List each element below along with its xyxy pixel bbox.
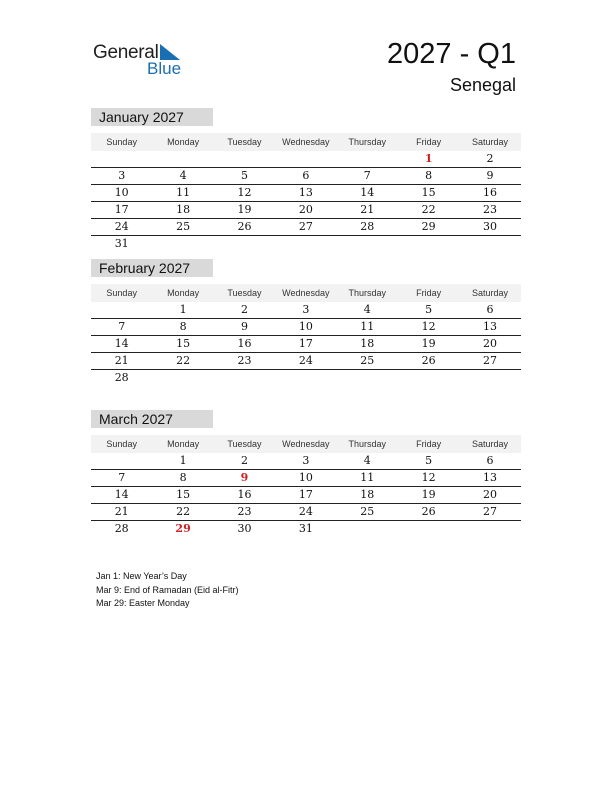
day-cell: 6: [486, 454, 494, 467]
day-cell: 27: [483, 505, 498, 518]
day-cell: [398, 370, 459, 386]
day-cell: 12: [421, 320, 436, 333]
weekday-header: Thursday: [348, 439, 387, 449]
holiday-note: Jan 1: New Year’s Day: [96, 571, 187, 581]
day-cell: [152, 236, 213, 252]
day-cell: 24: [298, 354, 313, 367]
day-cell: 3: [118, 169, 126, 182]
day-cell: 26: [421, 354, 436, 367]
day-cell: 29: [421, 220, 436, 233]
day-cell: 17: [298, 337, 313, 350]
day-cell: 24: [298, 505, 313, 518]
week-row: [91, 470, 521, 487]
day-cell: 5: [240, 169, 248, 182]
day-cell: 24: [114, 220, 129, 233]
day-cell: 27: [298, 220, 313, 233]
month-calendar: [91, 108, 521, 252]
day-cell: 2: [240, 303, 248, 316]
week-row: [91, 319, 521, 336]
month-calendar: [91, 410, 521, 537]
week-row: [91, 353, 521, 370]
day-cell: 10: [114, 186, 129, 199]
week-row: [91, 487, 521, 504]
day-cell: 10: [298, 320, 313, 333]
day-cell: 21: [114, 354, 129, 367]
weekday-header: Wednesday: [282, 288, 330, 298]
day-cell: 23: [483, 203, 498, 216]
day-cell: 6: [302, 169, 310, 182]
day-cell: 9: [240, 320, 248, 333]
day-cell: 8: [425, 169, 433, 182]
day-cell: [91, 453, 152, 469]
day-cell: 7: [363, 169, 371, 182]
day-cell: [275, 370, 336, 386]
day-cell: 30: [483, 220, 498, 233]
day-cell: [275, 236, 336, 252]
logo-blue-text: Blue: [147, 59, 182, 78]
day-cell: 15: [176, 488, 191, 501]
weekday-header-row: [91, 133, 521, 151]
week-row: [91, 151, 521, 168]
day-cell: 13: [483, 471, 498, 484]
day-cell: 20: [483, 337, 498, 350]
holiday-day-cell: 1: [424, 152, 433, 165]
weekday-header: Monday: [167, 137, 200, 147]
weekday-header: Sunday: [106, 288, 137, 298]
day-cell: 4: [179, 169, 187, 182]
day-cell: 3: [302, 454, 310, 467]
day-cell: 21: [114, 505, 129, 518]
day-cell: [91, 302, 152, 318]
weekday-header-row: [91, 435, 521, 453]
day-cell: [214, 370, 275, 386]
day-cell: 13: [483, 320, 498, 333]
day-cell: 7: [118, 320, 126, 333]
day-cell: 1: [179, 454, 187, 467]
day-cell: 31: [114, 237, 129, 250]
week-row: [91, 370, 521, 386]
day-cell: 14: [360, 186, 375, 199]
day-cell: 16: [237, 337, 252, 350]
day-cell: 2: [486, 152, 494, 165]
day-cell: 9: [486, 169, 494, 182]
weekday-header: Wednesday: [282, 439, 330, 449]
week-row: [91, 219, 521, 236]
day-cell: 21: [360, 203, 375, 216]
day-cell: [459, 236, 520, 252]
week-row: [91, 504, 521, 521]
month-calendar: [91, 259, 521, 386]
day-cell: [398, 236, 459, 252]
country-name: Senegal: [449, 75, 516, 95]
day-cell: 26: [421, 505, 436, 518]
holiday-notes: [96, 570, 239, 611]
day-cell: [337, 370, 398, 386]
day-cell: 23: [237, 354, 252, 367]
day-cell: 14: [114, 337, 129, 350]
day-cell: 3: [302, 303, 310, 316]
day-cell: 31: [298, 522, 313, 535]
day-cell: 22: [176, 354, 191, 367]
day-cell: 12: [421, 471, 436, 484]
day-cell: 17: [114, 203, 129, 216]
week-row: [91, 521, 521, 537]
weekday-header: Saturday: [472, 288, 509, 298]
weekday-header: Saturday: [472, 137, 509, 147]
weekday-header: Tuesday: [227, 288, 262, 298]
day-cell: 19: [421, 337, 436, 350]
day-cell: 5: [425, 454, 433, 467]
day-cell: [398, 521, 459, 537]
day-cell: 10: [298, 471, 313, 484]
day-cell: 28: [114, 522, 129, 535]
day-cell: 1: [179, 303, 187, 316]
day-cell: 12: [237, 186, 252, 199]
day-cell: 19: [421, 488, 436, 501]
logo-flag-icon: [160, 44, 180, 60]
weekday-header: Friday: [416, 288, 442, 298]
day-cell: 11: [360, 471, 375, 484]
week-row: [91, 236, 521, 252]
day-cell: 22: [421, 203, 436, 216]
weekday-header: Tuesday: [227, 137, 262, 147]
weekday-header: Monday: [167, 439, 200, 449]
logo-general-text: General: [93, 42, 159, 63]
day-cell: [275, 151, 336, 167]
day-cell: 6: [486, 303, 494, 316]
day-cell: 4: [363, 303, 371, 316]
weekday-header: Thursday: [348, 137, 387, 147]
day-cell: [337, 236, 398, 252]
day-cell: 22: [176, 505, 191, 518]
month-label: January 2027: [91, 108, 213, 126]
day-cell: 17: [298, 488, 313, 501]
week-row: [91, 168, 521, 185]
weekday-header: Wednesday: [282, 137, 330, 147]
weekday-header: Sunday: [106, 137, 137, 147]
week-row: [91, 202, 521, 219]
logo: [93, 40, 193, 80]
month-label: February 2027: [91, 259, 213, 277]
day-cell: 13: [298, 186, 313, 199]
day-cell: 18: [360, 488, 375, 501]
day-cell: 19: [237, 203, 252, 216]
day-cell: 20: [483, 488, 498, 501]
day-cell: 25: [176, 220, 191, 233]
day-cell: 30: [237, 522, 252, 535]
holiday-note: Mar 29: Easter Monday: [96, 598, 190, 608]
weekday-header: Friday: [416, 439, 442, 449]
holiday-note: Mar 9: End of Ramadan (Eid al-Fitr): [96, 584, 239, 595]
day-cell: 16: [483, 186, 498, 199]
week-row: [91, 336, 521, 353]
day-cell: 16: [237, 488, 252, 501]
day-cell: 18: [176, 203, 191, 216]
day-cell: 26: [237, 220, 252, 233]
day-cell: [459, 521, 520, 537]
week-row: [91, 185, 521, 202]
week-row: [91, 302, 521, 319]
day-cell: 25: [360, 505, 375, 518]
page-title: 2027 - Q1: [387, 38, 516, 70]
day-cell: [91, 151, 152, 167]
day-cell: 11: [360, 320, 375, 333]
day-cell: 14: [114, 488, 129, 501]
day-cell: 2: [240, 454, 248, 467]
day-cell: 23: [237, 505, 252, 518]
weekday-header: Thursday: [348, 288, 387, 298]
day-cell: 7: [118, 471, 126, 484]
month-label: March 2027: [91, 410, 213, 428]
day-cell: [152, 151, 213, 167]
weekday-header: Monday: [167, 288, 200, 298]
day-cell: 8: [179, 471, 187, 484]
day-cell: [214, 236, 275, 252]
holiday-day-cell: 29: [175, 522, 191, 535]
weekday-header: Tuesday: [227, 439, 262, 449]
day-cell: [337, 521, 398, 537]
weekday-header: Sunday: [106, 439, 137, 449]
day-cell: [459, 370, 520, 386]
day-cell: [152, 370, 213, 386]
day-cell: 28: [360, 220, 375, 233]
day-cell: 18: [360, 337, 375, 350]
day-cell: 5: [425, 303, 433, 316]
weekday-header: Saturday: [472, 439, 509, 449]
day-cell: 8: [179, 320, 187, 333]
week-row: [91, 453, 521, 470]
day-cell: 20: [298, 203, 313, 216]
holiday-day-cell: 9: [240, 471, 249, 484]
day-cell: [214, 151, 275, 167]
day-cell: 15: [421, 186, 436, 199]
day-cell: 4: [363, 454, 371, 467]
weekday-header: Friday: [416, 137, 442, 147]
day-cell: [337, 151, 398, 167]
weekday-header-row: [91, 284, 521, 302]
day-cell: 28: [114, 371, 129, 384]
day-cell: 11: [176, 186, 191, 199]
day-cell: 25: [360, 354, 375, 367]
day-cell: 15: [176, 337, 191, 350]
day-cell: 27: [483, 354, 498, 367]
